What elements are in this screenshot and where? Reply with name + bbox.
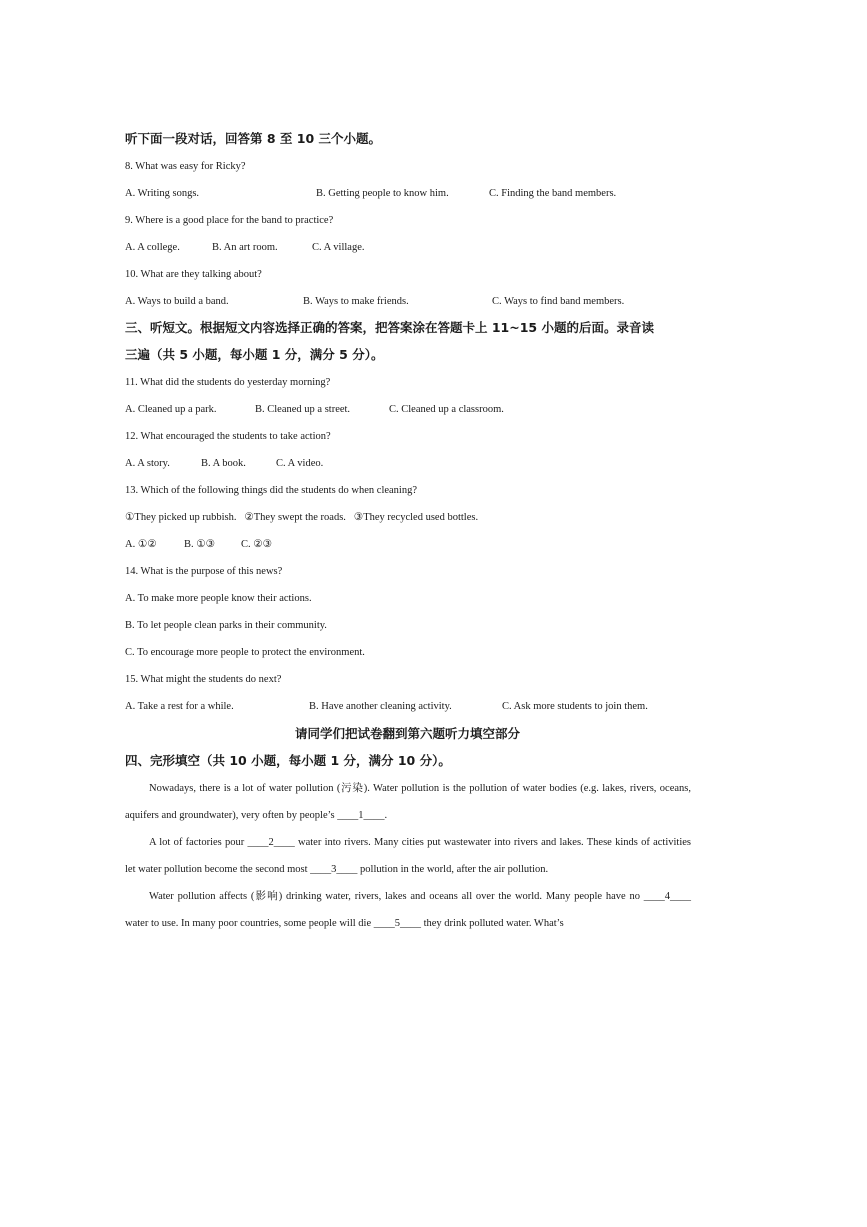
q9-option-a: A. A college.: [125, 242, 180, 253]
q8-option-b: B. Getting people to know him.: [316, 188, 449, 199]
section-3-heading-line2: 三遍（共 5 小题，每小题 1 分，满分 5 分）。: [125, 347, 384, 362]
q15-option-b: B. Have another cleaning activity.: [309, 701, 452, 712]
q12-option-c: C. A video.: [276, 458, 324, 469]
q14-option-b: B. To let people clean parks in their community.: [125, 620, 327, 631]
section-intro: 听下面一段对话，回答第 8 至 10 三个小题。: [125, 131, 382, 146]
q13-option-c: C. ②③: [241, 539, 273, 550]
q10-option-a: A. Ways to build a band.: [125, 296, 229, 307]
q10-option-c: C. Ways to find band members.: [492, 296, 625, 307]
q14-option-a: A. To make more people know their actions.: [125, 593, 312, 604]
question-11: 11. What did the students do yesterday morning?: [125, 377, 331, 388]
cloze-paragraph-1: Nowadays, there is a lot of water pollution (污染). Water pollution is the pollution of water bodies (e.g. lakes, rivers, oceans, aquifers and groundwater), very often by people’s ____1____.: [125, 783, 691, 821]
question-9: 9. Where is a good place for the band to practice?: [125, 215, 334, 226]
question-13: 13. Which of the following things did the students do when cleaning?: [125, 485, 418, 496]
q12-option-a: A. A story.: [125, 458, 170, 469]
q8-option-a: A. Writing songs.: [125, 188, 200, 199]
section-3-heading-line1: 三、听短文。根据短文内容选择正确的答案，把答案涂在答题卡上 11~15 小题的后面。录音读: [125, 320, 654, 335]
q13-option-b: B. ①③: [184, 539, 216, 550]
q15-option-a: A. Take a rest for a while.: [125, 701, 234, 712]
q14-option-c: C. To encourage more people to protect the environment.: [125, 647, 365, 658]
q15-option-c: C. Ask more students to join them.: [502, 701, 648, 712]
question-13-statements: ①They picked up rubbish. ②They swept the roads. ③They recycled used bottles.: [125, 512, 479, 523]
turn-page-note: 请同学们把试卷翻到第六题听力填空部分: [294, 726, 520, 741]
q10-option-b: B. Ways to make friends.: [303, 296, 409, 307]
q9-option-b: B. An art room.: [212, 242, 278, 253]
cloze-paragraph-3: Water pollution affects (影响) drinking water, rivers, lakes and oceans all over the world. Many people have no ____4____ water to use. In many poor countries, some people will die ____5____ they drink polluted water. What’s: [125, 891, 691, 929]
question-15: 15. What might the students do next?: [125, 674, 282, 685]
q12-option-b: B. A book.: [201, 458, 246, 469]
question-8: 8. What was easy for Ricky?: [125, 161, 246, 172]
q9-option-c: C. A village.: [312, 242, 365, 253]
q8-option-c: C. Finding the band members.: [489, 188, 617, 199]
q11-option-b: B. Cleaned up a street.: [255, 404, 351, 415]
q11-option-a: A. Cleaned up a park.: [125, 404, 217, 415]
cloze-paragraph-2: A lot of factories pour ____2____ water into rivers. Many cities put wastewater into rivers and lakes. These kinds of activities let water pollution become the second most ____3____ pollution in the world, after the air pollution.: [125, 837, 691, 875]
q13-option-a: A. ①②: [125, 539, 157, 550]
question-14: 14. What is the purpose of this news?: [125, 566, 283, 577]
section-4-heading: 四、完形填空（共 10 小题，每小题 1 分，满分 10 分）。: [125, 753, 451, 768]
question-10: 10. What are they talking about?: [125, 269, 262, 280]
q11-option-c: C. Cleaned up a classroom.: [389, 404, 504, 415]
question-12: 12. What encouraged the students to take action?: [125, 431, 331, 442]
